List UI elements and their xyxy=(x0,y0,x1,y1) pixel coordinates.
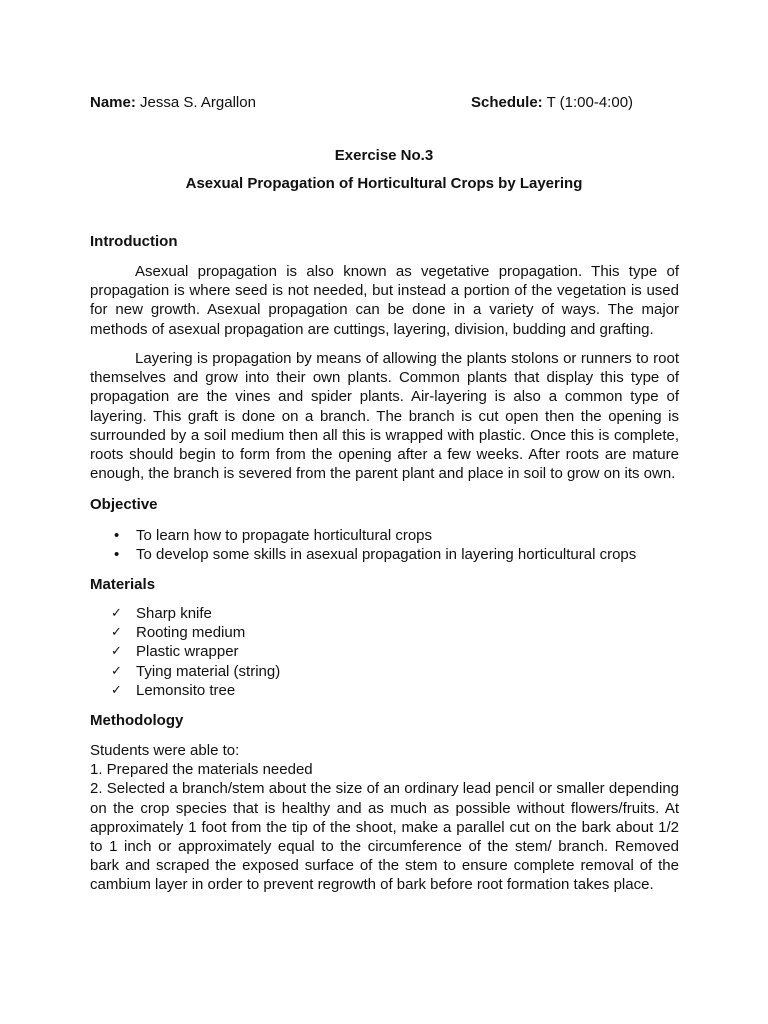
checkmark-icon: ✓ xyxy=(111,682,122,698)
list-item xyxy=(90,681,690,700)
name-label: Name: xyxy=(90,94,136,111)
introduction-paragraph-1: Asexual propagation is also known as vegetative propagation. This type of propagation is where seed is not needed, but instead a portion of the vegetation is used for new growth. Asexual propagation can be done in a variety of ways. The major methods of asexual propagation are cuttings, layering, division, budding and grafting. xyxy=(90,263,679,338)
materials-list xyxy=(90,604,690,700)
objective-list xyxy=(90,526,690,564)
exercise-subtitle: Asexual Propagation of Horticultural Crops by Layering xyxy=(185,175,583,192)
list-item xyxy=(90,545,690,564)
checkmark-icon: ✓ xyxy=(111,644,122,660)
methodology-step-2: 2. Selected a branch/stem about the size of an ordinary lead pencil or smaller depending on the crop species that is healthy and as much as possible without flowers/fruits. At approximately 1 foot from the tip of the shoot, make a parallel cut on the bark about 1/2 to 1 inch or approximately equal to the circumference of the stem/ branch. Removed bark and scraped the exposed surface of the stem to ensure complete removal of the cambium layer in order to prevent regrowth of bark before root formation takes place. xyxy=(90,780,679,894)
header-row xyxy=(90,93,690,113)
bullet-icon: • xyxy=(114,546,120,564)
material-item-text: Lemonsito tree xyxy=(136,681,236,699)
checkmark-icon: ✓ xyxy=(111,663,122,679)
list-item xyxy=(90,526,690,545)
methodology-body xyxy=(90,741,679,895)
list-item xyxy=(90,642,690,661)
material-item-text: Tying material (string) xyxy=(136,662,281,680)
material-item-text: Sharp knife xyxy=(136,605,212,622)
checkmark-icon: ✓ xyxy=(111,625,122,641)
material-item-text: Plastic wrapper xyxy=(136,643,239,661)
schedule-value: T (1:00-4:00) xyxy=(546,94,634,111)
list-item xyxy=(90,662,690,681)
methodology-step-1: 1. Prepared the materials needed xyxy=(90,761,313,779)
checkmark-icon: ✓ xyxy=(111,606,122,621)
introduction-heading: Introduction xyxy=(90,233,178,250)
methodology-intro: Students were able to: xyxy=(90,742,240,759)
schedule-label: Schedule: xyxy=(471,94,543,111)
bullet-icon: • xyxy=(114,527,120,544)
materials-heading: Materials xyxy=(90,576,156,593)
objective-heading: Objective xyxy=(90,496,158,513)
name-field xyxy=(90,93,256,112)
introduction-paragraph-2: Layering is propagation by means of allowing the plants stolons or runners to root themselves and grow into their own plants. Common plants that display this type of propagation are the vines and spider plants. Air-layering is also a common type of layering. This graft is done on a branch. The branch is cut open then the opening is surrounded by a soil medium then all this is wrapped with plastic. Once this is complete, roots should begin to form from the opening after a few weeks. After roots are mature enough, the branch is severed from the parent plant and place in soil to grow on its own. xyxy=(90,350,679,483)
objective-item-text: To develop some skills in asexual propagation in layering horticultural crops xyxy=(136,546,637,564)
material-item-text: Rooting medium xyxy=(136,624,246,642)
objective-item-text: To learn how to propagate horticultural crops xyxy=(136,527,433,544)
list-item xyxy=(90,604,690,623)
methodology-heading: Methodology xyxy=(90,712,184,729)
exercise-title: Exercise No.3 xyxy=(334,147,434,164)
list-item xyxy=(90,623,690,642)
name-value: Jessa S. Argallon xyxy=(140,94,256,111)
schedule-field xyxy=(471,93,633,112)
